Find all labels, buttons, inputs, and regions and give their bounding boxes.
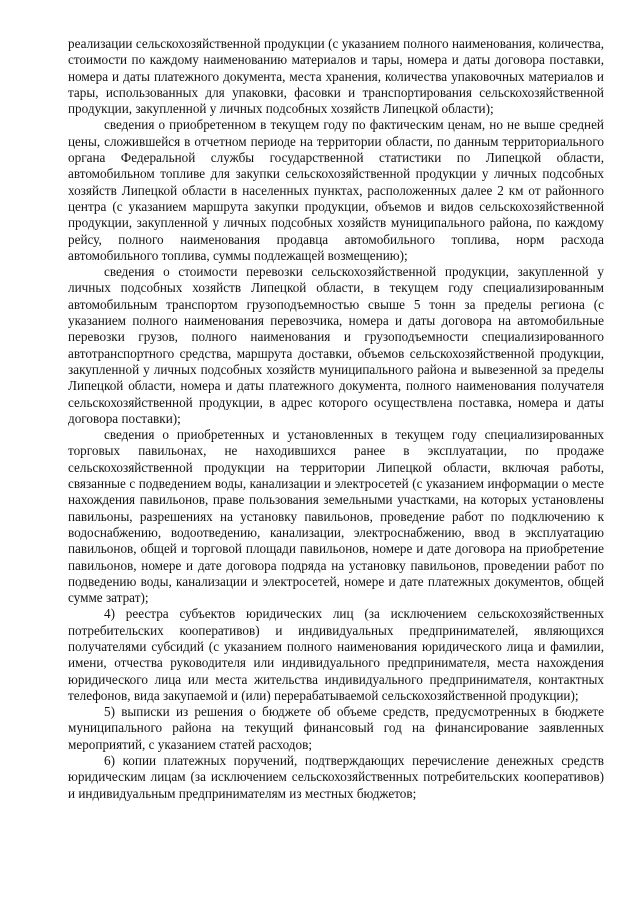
paragraph-fuel-info: сведения о приобретенном в текущем году по фактическим ценам, но не выше средней цены, сложившейся в отчетном периоде на территории области, по данным территориального органа Федеральной службы государственной статистики по Липецкой области, автомобильном топливе для закупки сельскохозяйственной продукции у личных подсобных хозяйств Липецкой области в населенных пунктах, расположенных далее 2 км от районного центра (с указанием маршрута закупки продукции, объемов и видов сельскохозяйственной продукции, закупленной у личных подсобных хозяйств муниципального района, по каждому рейсу, полного наименования продавца автомобильного топлива, норм расхода автомобильного топлива, суммы подлежащей возмещению); <box>68 117 604 263</box>
paragraph-item-6: 6) копии платежных поручений, подтверждающих перечисление денежных средств юридическим лицам (за исключением сельскохозяйственных потребительских кооперативов) и индивидуальным предпринимателям из местных бюджетов; <box>68 753 604 801</box>
paragraph-pavilions-info: сведения о приобретенных и установленных в текущем году специализированных торговых павильонах, не находившихся ранее в эксплуатации, по продаже сельскохозяйственной продукции на территории Липецкой области, включая работы, связанные с подведением воды, канализации и электросетей (с указанием информации о месте нахождения павильонов, праве пользования земельными участками, на которых установлены павильоны, разрешениях на установку павильонов, проведение работ по подключению к водоснабжению, водоотведению, канализации, электроснабжению, ввод в эксплуатацию павильонов, общей и торговой площади павильонов, номере и дате договора на приобретение павильонов, номере и дате договора подряда на установку павильонов, проведении работ по подведению воды, канализации и электросетей, номере и дате платежных документов, общей сумме затрат); <box>68 427 604 606</box>
paragraph-continuation: реализации сельскохозяйственной продукции (с указанием полного наименования, количества, стоимости по каждому наименованию материалов и тары, номера и даты договора поставки, номера и даты платежного документа, места хранения, количества упаковочных материалов и тары, использованных для упаковки, фасовки и транспортирования сельскохозяйственной продукции, закупленной у личных подсобных хозяйств Липецкой области); <box>68 36 604 117</box>
paragraph-transport-info: сведения о стоимости перевозки сельскохозяйственной продукции, закупленной у личных подсобных хозяйств Липецкой области, в текущем году специализированным автомобильным транспортом грузоподъемностью свыше 5 тонн за пределы региона (с указанием полного наименования перевозчика, номера и даты договора на автомобильные перевозки грузов, полного наименования и грузоподъемности специализированного автотранспортного средства, маршрута доставки, объемов сельскохозяйственной продукции, закупленной у личных подсобных хозяйств муниципального района и вывезенной за пределы Липецкой области, номера и даты платежного документа, полного наименования получателя сельскохозяйственной продукции, в адрес которого осуществлена поставка, номера и даты договора поставки); <box>68 264 604 426</box>
paragraph-item-4: 4) реестра субъектов юридических лиц (за исключением сельскохозяйственных потребительских кооперативов) и индивидуальных предпринимателей, являющихся получателями субсидий (с указанием полного наименования юридического лица и фамилии, имени, отчества руководителя или индивидуального предпринимателя, места нахождения юридического лица или места жительства индивидуального предпринимателя, контактных телефонов, вида закупаемой и (или) перерабатываемой сельскохозяйственной продукции); <box>68 606 604 703</box>
paragraph-item-5: 5) выписки из решения о бюджете об объеме средств, предусмотренных в бюджете муниципального района на текущий финансовый год на финансирование заявленных мероприятий, с указанием статей расходов; <box>68 704 604 752</box>
